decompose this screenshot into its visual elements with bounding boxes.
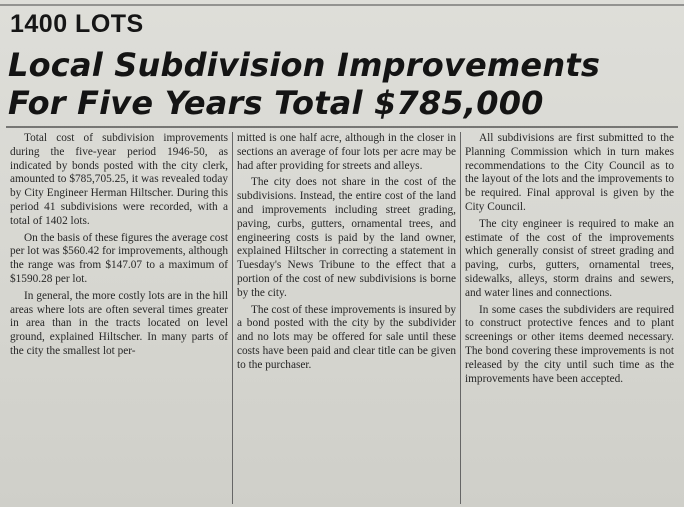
paragraph: The city does not share in the cost of the subdivisions. Instead, the entire cost of the land and improvements including street grading, paving, curbs, gutters, ornamental trees, and engineering costs is paid by the land owner, explained Hiltscher in correcting a statement in Tuesday's News Tribune to the effect that a portion of the cost of new subdivisions is borne by the city. xyxy=(237,176,456,299)
paragraph: In general, the more costly lots are in the hill areas where lots are often several times greater in area than in the tracts located on level ground, explained Hiltscher. In many parts of the city the smallest lot per- xyxy=(10,289,228,357)
paragraph: On the basis of these figures the average cost per lot was $560.42 for improvements, although the range was from $147.07 to a maximum of $1590.28 per lot. xyxy=(10,231,228,285)
kicker-heading: 1400 LOTS xyxy=(10,10,144,38)
column-3 xyxy=(460,132,678,504)
paragraph: Total cost of subdivision improvements during the five-year period 1946-50, as indicated by bonds posted with the city clerk, amounted to $785,705.25, it was revealed today by City Engineer Herman Hiltscher. During this period 41 subdivisions were recorded, with a total of 1402 lots. xyxy=(10,132,228,227)
paragraph: All subdivisions are first submitted to the Planning Commission which in turn makes recommendations to the City Council as to the layout of the lots and the improvements to be required. Final approval is given by the City Council. xyxy=(465,132,674,213)
headline-line-2: For Five Years Total $785,000 xyxy=(8,84,544,122)
headline xyxy=(8,46,678,122)
column-1 xyxy=(6,132,232,504)
paragraph: The city engineer is required to make an estimate of the cost of the improvements which generally consist of street grading and paving, curbs, gutters, ornamental trees, sidewalks, alleys, storm drains and sewers, and water lines and connections. xyxy=(465,217,674,299)
headline-rule xyxy=(6,126,678,128)
paragraph: The cost of these improvements is insured by a bond posted with the city by the subdivider and no lots may be offered for sale until these costs have been paid and clear title can be given to the purchaser. xyxy=(237,303,456,371)
article-columns xyxy=(6,132,678,504)
paragraph: mitted is one half acre, although in the closer in sections an average of four lots per acre may be had after providing for streets and alleys. xyxy=(237,132,456,172)
paragraph: In some cases the subdividers are required to construct protective fences and to plant screenings or other items deemed necessary. The bond covering these improvements is not released by the city until such time as the improvements have been accepted. xyxy=(465,303,674,385)
top-edge-rule xyxy=(0,4,684,6)
headline-line-1: Local Subdivision Improvements xyxy=(8,46,601,84)
column-2 xyxy=(232,132,460,504)
